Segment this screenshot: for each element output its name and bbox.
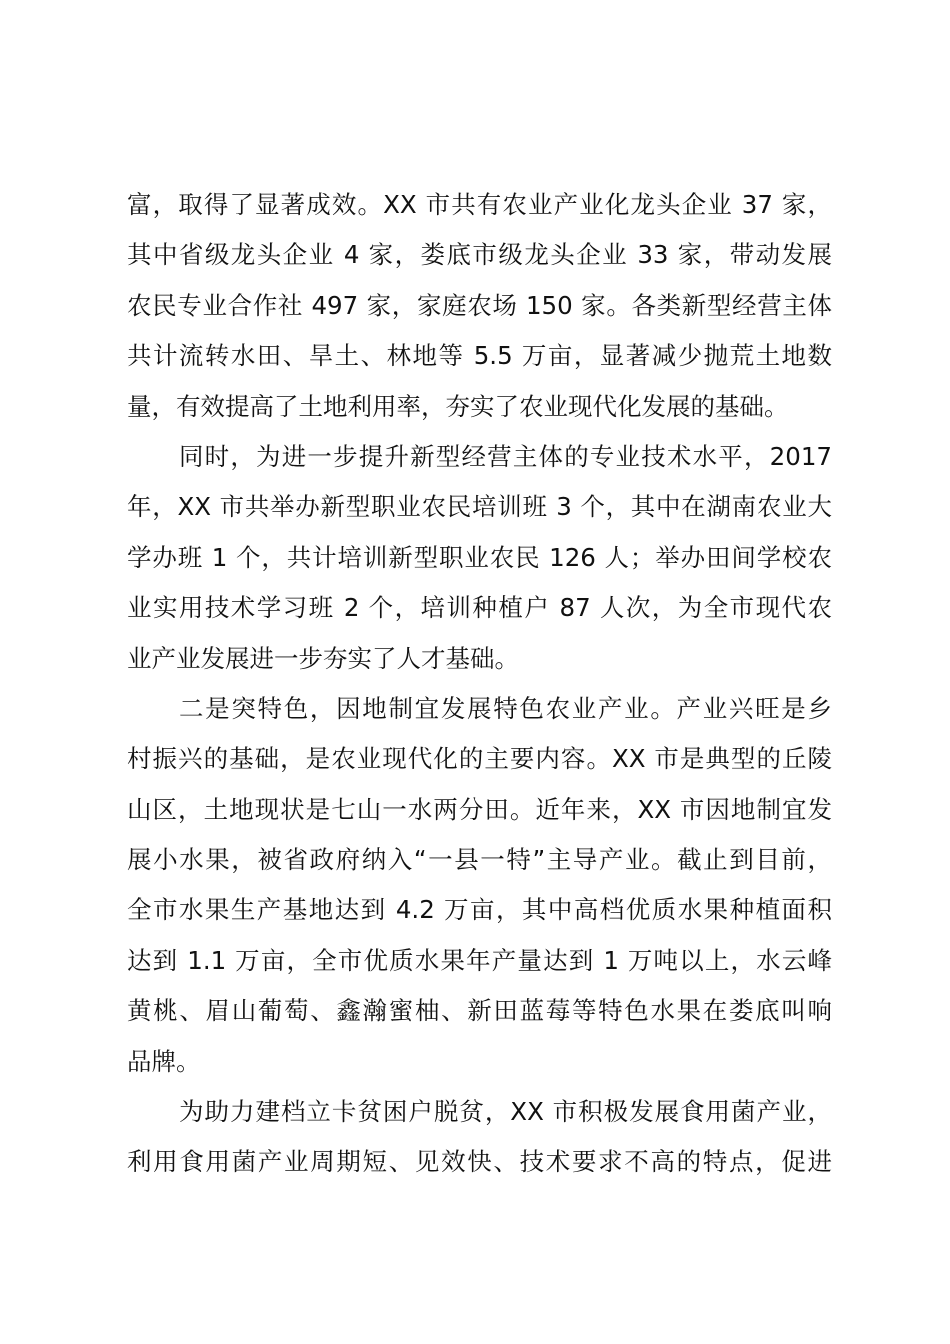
text-line: 业产业发展进一步夯实了人才基础。 — [127, 643, 519, 673]
text-line: 达到 1.1 万亩，全市优质水果年产量达到 1 万吨以上，水云峰 — [127, 945, 832, 975]
text-line: 为助力建档立卡贫困户脱贫，XX 市积极发展食用菌产业， — [179, 1097, 832, 1127]
text-line: 二是突特色，因地制宜发展特色农业产业。产业兴旺是乡 — [179, 693, 832, 723]
text-line: 学办班 1 个，共计培训新型职业农民 126 人；举办田间学校农 — [127, 542, 832, 572]
text-line: 业实用技术学习班 2 个，培训种植户 87 人次，为全市现代农 — [127, 593, 832, 623]
paragraph-3 — [127, 684, 832, 1087]
text-line: 展小水果，被省政府纳入“一县一特”主导产业。截止到目前， — [127, 845, 832, 875]
text-line: 其中省级龙头企业 4 家，娄底市级龙头企业 33 家，带动发展 — [127, 240, 832, 270]
text-line: 全市水果生产基地达到 4.2 万亩，其中高档优质水果种植面积 — [127, 895, 832, 925]
paragraph-1 — [127, 180, 832, 432]
text-line: 农民专业合作社 497 家，家庭农场 150 家。各类新型经营主体 — [127, 290, 832, 320]
text-line: 利用食用菌产业周期短、见效快、技术要求不高的特点，促进 — [127, 1147, 832, 1177]
text-line: 年，XX 市共举办新型职业农民培训班 3 个，其中在湖南农业大 — [127, 492, 832, 522]
text-line: 黄桃、眉山葡萄、鑫瀚蜜柚、新田蓝莓等特色水果在娄底叫响 — [127, 996, 832, 1026]
text-line: 共计流转水田、旱土、林地等 5.5 万亩，显著减少抛荒土地数 — [127, 341, 832, 371]
paragraph-2 — [127, 432, 832, 684]
paragraph-4 — [127, 1087, 832, 1188]
text-line: 量，有效提高了土地利用率，夯实了农业现代化发展的基础。 — [127, 391, 789, 421]
text-line: 同时，为进一步提升新型经营主体的专业技术水平，2017 — [179, 441, 832, 471]
text-line: 山区，土地现状是七山一水两分田。近年来，XX 市因地制宜发 — [127, 794, 832, 824]
body-text — [127, 180, 832, 1188]
text-line: 品牌。 — [127, 1046, 201, 1076]
text-line: 富，取得了显著成效。XX 市共有农业产业化龙头企业 37 家， — [127, 190, 832, 219]
text-line: 村振兴的基础，是农业现代化的主要内容。XX 市是典型的丘陵 — [127, 744, 832, 774]
